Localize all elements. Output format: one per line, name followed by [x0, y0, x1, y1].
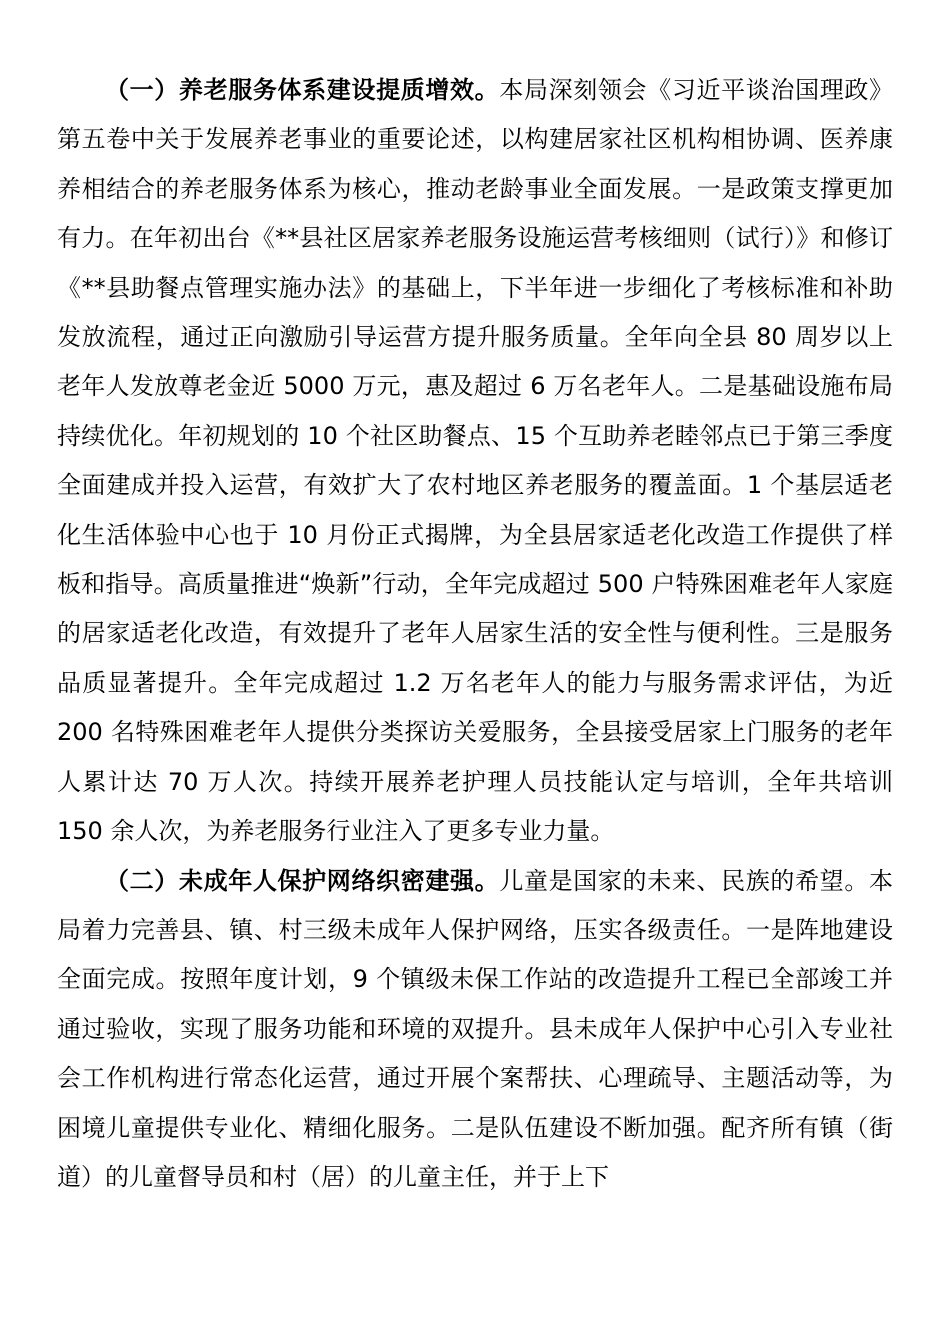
paragraph-minor-protection [57, 857, 893, 1203]
document-page [57, 66, 893, 1202]
section-body-elderly-services: 本局深刻领会《习近平谈治国理政》第五卷中关于发展养老事业的重要论述，以构建居家社区机构相协调、医养康养相结合的养老服务体系为核心，推动老龄事业全面发展。一是政策支撑更加有力。在年初出台《**县社区居家养老服务设施运营考核细则（试行）》和修订《**县助餐点管理实施办法》的基础上，下半年进一步细化了考核标准和补助发放流程，通过正向激励引导运营方提升服务质量。全年向全县 80 周岁以上老年人发放尊老金近 5000 万元，惠及超过 6 万名老年人。二是基础设施布局持续优化。年初规划的 10 个社区助餐点、15 个互助养老睦邻点已于第三季度全面建成并投入运营，有效扩大了农村地区养老服务的覆盖面。1 个基层适老化生活体验中心也于 10 月份正式揭牌，为全县居家适老化改造工作提供了样板和指导。高质量推进“焕新”行动，全年完成超过 500 户特殊困难老年人家庭的居家适老化改造，有效提升了老年人居家生活的安全性与便利性。三是服务品质显著提升。全年完成超过 1.2 万名老年人的能力与服务需求评估，为近 200 名特殊困难老年人提供分类探访关爱服务，全县接受居家上门服务的老年人累计达 70 万人次。持续开展养老护理人员技能认定与培训，全年共培训 150 余人次，为养老服务行业注入了更多专业力量。 [57, 76, 894, 846]
section-heading-elderly-services: （一）养老服务体系建设提质增效。 [105, 76, 500, 104]
section-body-minor-protection: 儿童是国家的未来、民族的希望。本局着力完善县、镇、村三级未成年人保护网络，压实各级责任。一是阵地建设全面完成。按照年度计划，9 个镇级未保工作站的改造提升工程已全部竣工并通过验收，实现了服务功能和环境的双提升。县未成年人保护中心引入专业社会工作机构进行常态化运营，通过开展个案帮扶、心理疏导、主题活动等，为困境儿童提供专业化、精细化服务。二是队伍建设不断加强。配齐所有镇（街道）的儿童督导员和村（居）的儿童主任，并于上下 [57, 866, 894, 1191]
section-heading-minor-protection: （二）未成年人保护网络织密建强。 [105, 866, 500, 895]
paragraph-elderly-services [57, 66, 893, 857]
